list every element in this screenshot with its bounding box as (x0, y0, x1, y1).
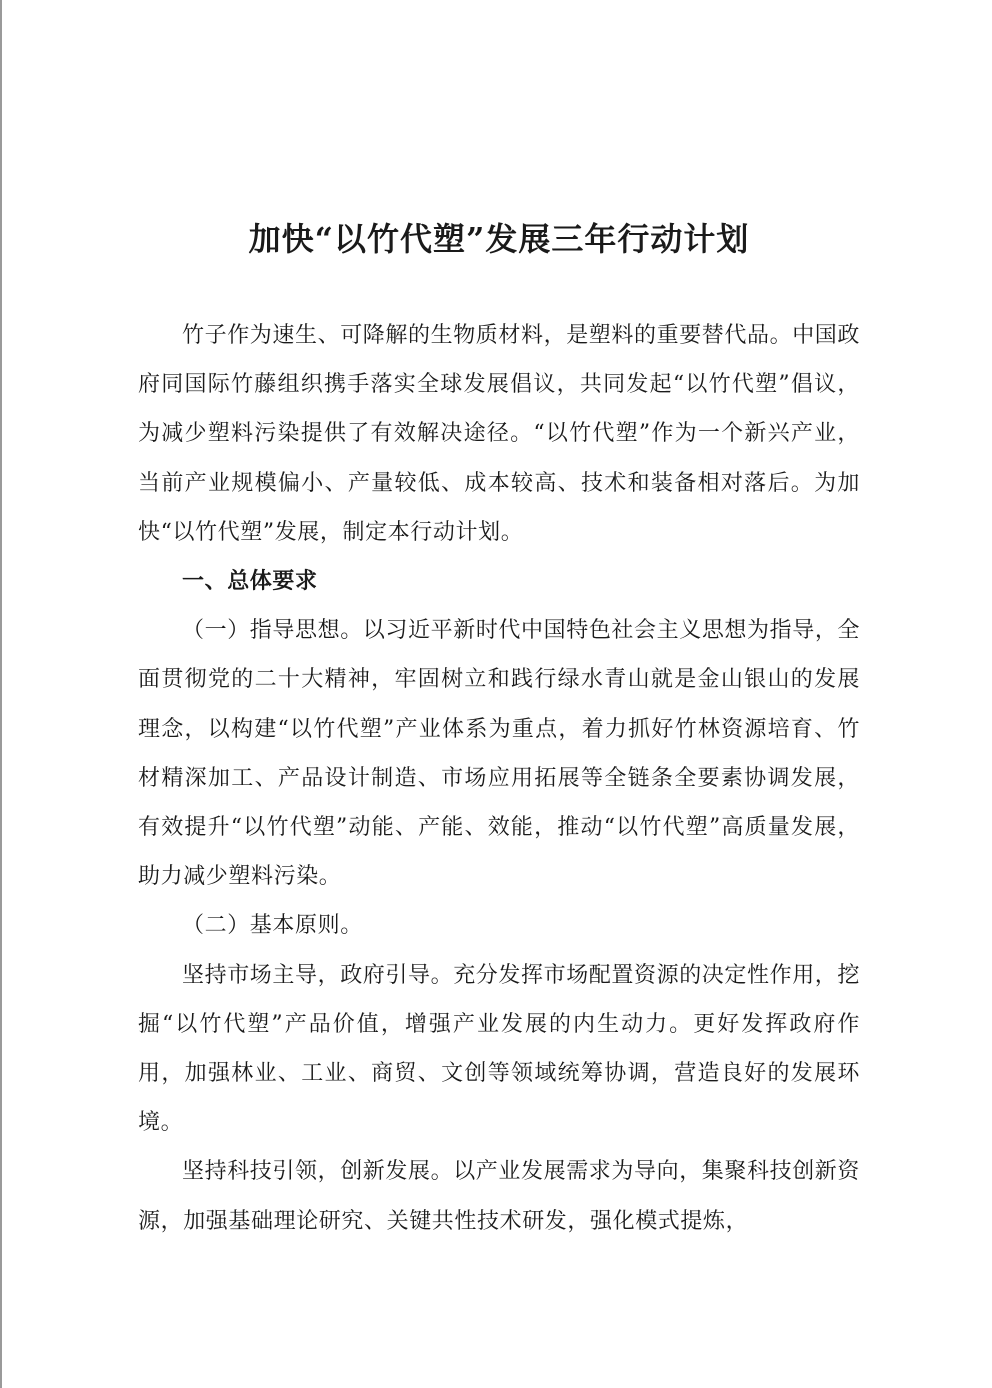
principle-market-heading: 坚持市场主导，政府引导。 (182, 962, 454, 988)
paragraph-principle-technology (138, 1147, 860, 1245)
document-body (138, 311, 860, 1246)
intro-paragraph: 竹子作为速生、可降解的生物质材料，是塑料的重要替代品。中国政府同国际竹藤组织携手落实全球发展倡议，共同发起“以竹代塑”倡议，为减少塑料污染提供了有效解决途径。“以竹代塑”作为一个新兴产业，当前产业规模偏小、产量较低、成本较高、技术和装备相对落后。为加快“以竹代塑”发展，制定本行动计划。 (138, 323, 861, 545)
document-title: 加快“以竹代塑”发展三年行动计划 (248, 220, 750, 258)
subheading-basic-principles: （二）基本原则。 (182, 913, 363, 939)
subheading-guiding-ideology: （一）指导思想。 (182, 618, 363, 644)
guiding-ideology-text: 以习近平新时代中国特色社会主义思想为指导，全面贯彻党的二十大精神，牢固树立和践行绿水青山就是金山银山的发展理念，以构建“以竹代塑”产业体系为重点，着力抓好竹林资源培育、竹材精深加工、产品设计制造、市场应用拓展等全链条全要素协调发展，有效提升“以竹代塑”动能、产能、效能，推动“以竹代塑”高质量发展，助力减少塑料污染。 (138, 618, 861, 890)
paragraph-principle-market (138, 951, 860, 1148)
page-left-border (0, 0, 2, 1388)
principle-technology-text: 以产业发展需求为导向，集聚科技创新资源，加强基础理论研究、关键共性技术研发，强化模式提炼， (138, 1159, 861, 1234)
principle-market-text: 充分发挥市场配置资源的决定性作用，挖掘“以竹代塑”产品价值，增强产业发展的内生动力。更好发挥政府作用，加强林业、工业、商贸、文创等领域统筹协调，营造良好的发展环境。 (138, 962, 861, 1136)
paragraph-guiding-ideology (138, 606, 860, 901)
principle-technology-heading: 坚持科技引领，创新发展。 (182, 1159, 454, 1185)
section-heading-general-requirements: 一、总体要求 (182, 568, 318, 595)
